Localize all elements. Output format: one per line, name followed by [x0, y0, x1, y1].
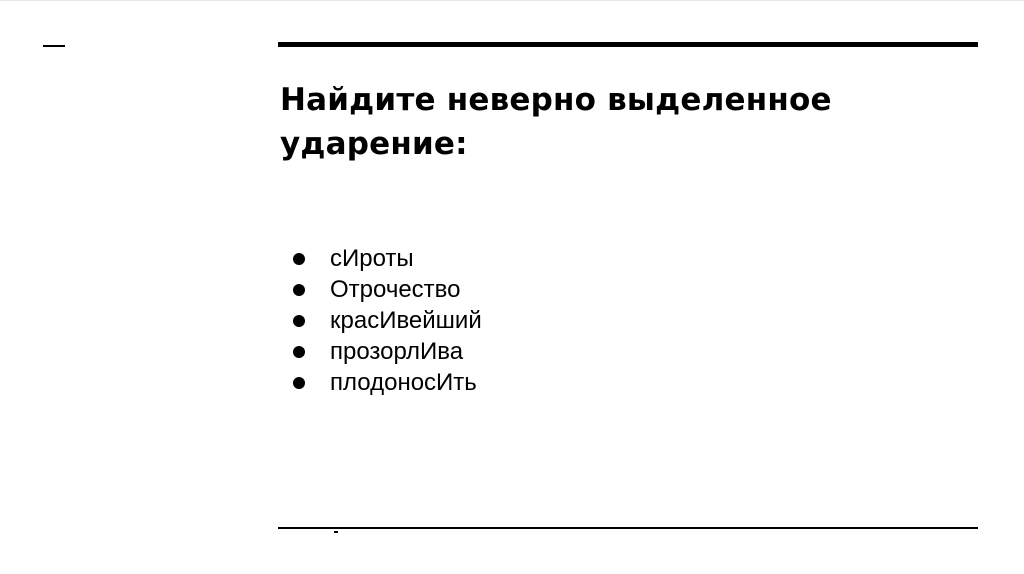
bottom-rule [278, 527, 978, 529]
bottom-tick [334, 531, 338, 533]
bullet-icon [293, 377, 305, 389]
bullet-icon [293, 253, 305, 265]
list-item [290, 336, 482, 367]
slide-title: Найдите неверно выделенное ударение: [280, 82, 832, 162]
bullet-icon [293, 315, 305, 327]
list-item [290, 243, 482, 274]
option-text: прозорлИва [330, 337, 464, 365]
list-item [290, 274, 482, 305]
bullet-icon [293, 346, 305, 358]
list-item [290, 305, 482, 336]
option-text: плодоносИть [330, 368, 477, 396]
option-text: красИвейший [330, 306, 482, 334]
top-edge-line [0, 0, 1024, 1]
option-text: сИроты [330, 244, 414, 272]
option-text: Отрочество [330, 275, 461, 303]
corner-dash [43, 45, 65, 47]
list-item [290, 367, 482, 398]
top-rule [278, 42, 978, 47]
bullet-icon [293, 284, 305, 296]
answer-options-list [290, 243, 482, 398]
